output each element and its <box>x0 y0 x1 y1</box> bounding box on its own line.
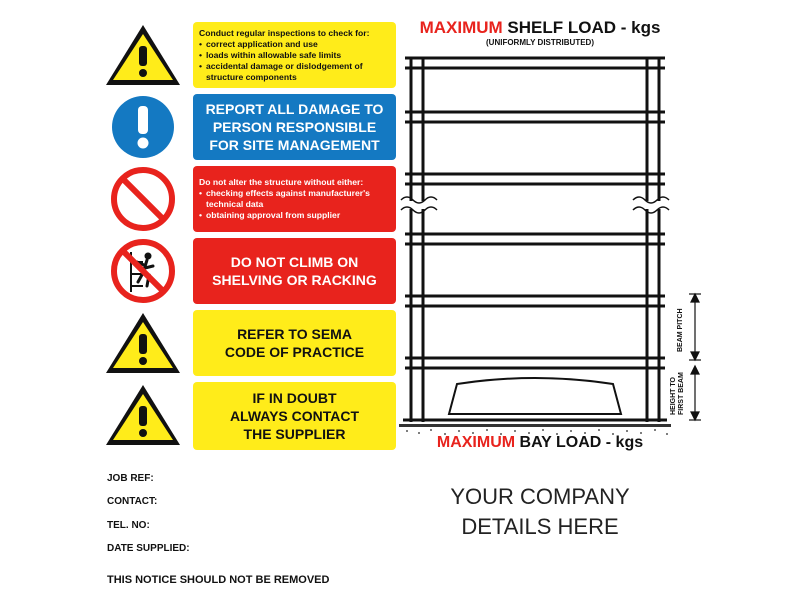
sign-do-not-alter <box>103 166 396 232</box>
panel-line: ALWAYS CONTACT <box>229 408 360 424</box>
panel-line: DO NOT CLIMB ON <box>230 254 359 270</box>
first-beam-line: HEIGHT TO <box>670 377 677 415</box>
notice-text: THIS NOTICE SHOULD NOT BE REMOVED <box>107 574 330 586</box>
company-line: YOUR COMPANY <box>450 484 630 509</box>
no-climbing-icon <box>103 238 183 304</box>
sign-report-damage <box>103 94 396 160</box>
panel-line: IF IN DOUBT <box>252 390 337 406</box>
bay-title-red: MAXIMUM <box>436 434 516 451</box>
warning-triangle-icon <box>103 310 183 376</box>
do-not-climb-panel <box>193 238 396 304</box>
date-supplied-label: DATE SUPPLIED: <box>107 543 190 554</box>
inspections-bullet: • accidental damage or dislodgement of structure components <box>199 61 390 83</box>
panel-line: PERSON RESPONSIBLE <box>212 119 377 135</box>
prohibition-icon <box>103 166 183 232</box>
company-details <box>420 482 660 542</box>
sema-code-panel <box>193 310 396 376</box>
panel-line: REFER TO SEMA <box>237 326 352 342</box>
contact-supplier-panel <box>193 382 396 450</box>
panel-line: THE SUPPLIER <box>243 426 346 442</box>
job-ref-label: JOB REF: <box>107 473 154 484</box>
bay-load-title <box>410 434 670 452</box>
warning-triangle-icon <box>103 22 183 88</box>
contact-label: CONTACT: <box>107 496 158 507</box>
inspections-lead: Conduct regular inspections to check for: <box>199 27 370 38</box>
inspections-bullet: • loads within allowable safe limits <box>199 50 390 61</box>
do-not-alter-bullet: • checking effects against manufacturer's technical data <box>199 188 390 210</box>
report-damage-panel <box>193 94 396 160</box>
shelf-load-title <box>410 18 670 38</box>
shelf-title-rest: SHELF LOAD - kgs <box>502 18 661 37</box>
racking-diagram <box>395 50 715 440</box>
mandatory-exclamation-icon <box>103 94 183 160</box>
shelf-subtitle: (UNIFORMLY DISTRIBUTED) <box>486 38 594 47</box>
inspections-bullet: • correct application and use <box>199 39 390 50</box>
panel-line: FOR SITE MANAGEMENT <box>209 137 380 153</box>
inspections-panel <box>193 22 396 88</box>
shelf-title-red: MAXIMUM <box>419 18 503 37</box>
first-beam-line: FIRST BEAM <box>678 372 685 415</box>
sign-sema-code <box>103 310 396 376</box>
do-not-alter-bullet: • obtaining approval from supplier <box>199 210 390 221</box>
bay-title-rest: BAY LOAD - kgs <box>515 434 644 451</box>
sign-inspections <box>103 22 396 88</box>
beam-pitch-label: BEAM PITCH <box>677 308 684 352</box>
tel-no-label: TEL. NO: <box>107 520 150 531</box>
do-not-alter-panel <box>193 166 396 232</box>
do-not-alter-lead: Do not alter the structure without either: <box>199 177 364 187</box>
company-line: DETAILS HERE <box>461 514 619 539</box>
panel-line: CODE OF PRACTICE <box>224 344 365 360</box>
sign-do-not-climb <box>103 238 396 304</box>
panel-line: SHELVING OR RACKING <box>212 272 377 288</box>
panel-line: REPORT ALL DAMAGE TO <box>205 101 384 117</box>
first-beam-label <box>670 372 686 415</box>
sign-contact-supplier <box>103 382 396 450</box>
warning-triangle-icon <box>103 382 183 448</box>
